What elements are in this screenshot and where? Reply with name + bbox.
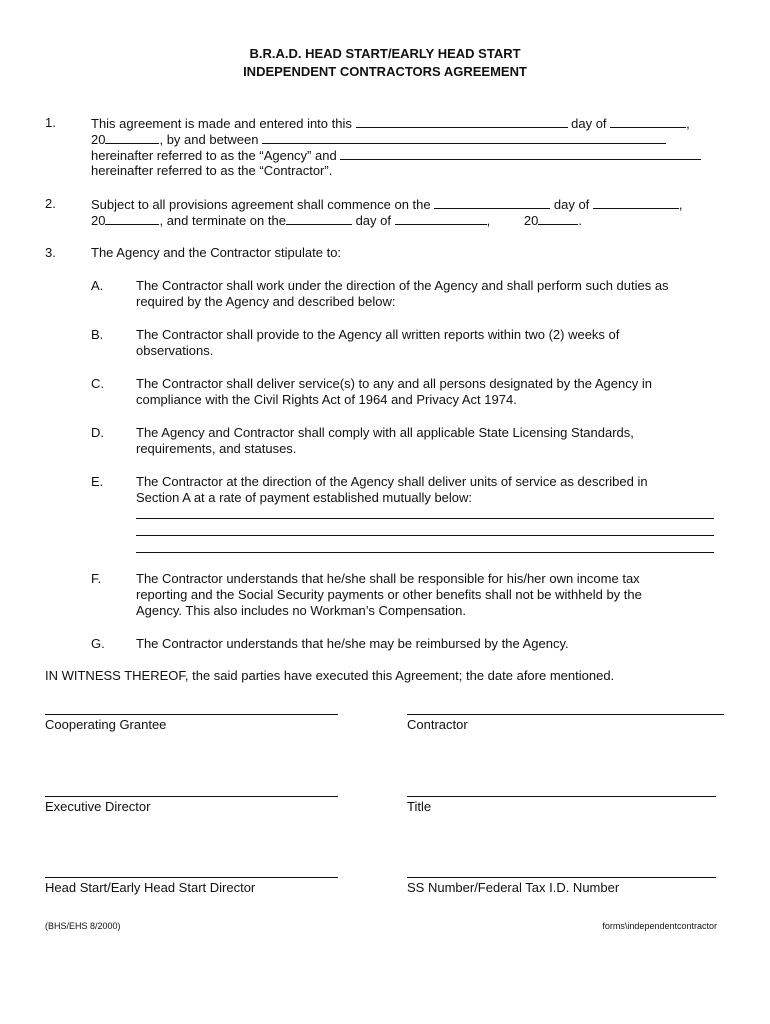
s1-comma: , [686, 116, 690, 131]
section-1-line-3 [91, 147, 701, 164]
s2-text-terminate: , and terminate on the [159, 213, 286, 228]
s1-text-dayof: day of [571, 116, 607, 131]
section-2-line-2 [91, 212, 582, 229]
s1-text-20: 20 [91, 132, 106, 147]
agency-name-blank[interactable] [262, 131, 666, 144]
agreement-month-blank[interactable] [610, 115, 686, 128]
payment-rate-line-3[interactable] [136, 552, 714, 553]
terminate-date-blank[interactable] [286, 212, 352, 225]
s2-text-commence: Subject to all provisions agreement shall commence on the [91, 197, 431, 212]
item-f-line-1: The Contractor understands that he/she shall be responsible for his/her own income tax [136, 571, 640, 586]
item-b-letter: B. [91, 327, 104, 342]
item-g-letter: G. [91, 636, 105, 651]
section-1-line-1 [91, 115, 690, 132]
section-2-line-1 [91, 196, 683, 213]
item-f-letter: F. [91, 571, 102, 586]
label-head-start-director: Head Start/Early Head Start Director [45, 880, 256, 895]
item-e-line-2: Section A at a rate of payment established mutually below: [136, 490, 473, 505]
section-1-number: 1. [45, 115, 56, 130]
item-e-letter: E. [91, 474, 104, 489]
signature-line-head-start-director[interactable] [45, 877, 338, 878]
item-b-line-1: The Contractor shall provide to the Agency all written reports within two (2) weeks of [136, 327, 620, 342]
signature-line-title[interactable] [407, 796, 716, 797]
signature-line-executive-director[interactable] [45, 796, 338, 797]
terminate-month-blank[interactable] [395, 212, 487, 225]
item-e-line-1: The Contractor at the direction of the Agency shall deliver units of service as described in [136, 474, 648, 489]
section-1-line-4: hereinafter referred to as the “Contractor”. [91, 163, 333, 178]
agreement-date-blank[interactable] [356, 115, 568, 128]
s2-comma-1: , [678, 197, 683, 212]
s2-text-dayof-2: day of [355, 213, 391, 228]
item-c-letter: C. [91, 376, 104, 391]
terminate-year-blank[interactable] [538, 212, 578, 225]
section-1-line-2 [91, 131, 666, 148]
s2-period: . [578, 213, 582, 228]
section-3-number: 3. [45, 245, 56, 260]
payment-rate-line-2[interactable] [136, 535, 714, 536]
signature-line-ss-number[interactable] [407, 877, 716, 878]
item-d-letter: D. [91, 425, 104, 440]
agreement-year-blank[interactable] [105, 131, 159, 144]
s1-text-between: , by and between [159, 132, 259, 147]
item-f-line-2: reporting and the Social Security payments or other benefits shall not be withheld by the [136, 587, 642, 602]
signature-line-cooperating-grantee[interactable] [45, 714, 338, 715]
item-c-line-2: compliance with the Civil Rights Act of 1964 and Privacy Act 1974. [136, 392, 517, 407]
footer-form-code: (BHS/EHS 8/2000) [45, 921, 121, 931]
item-a-line-2: required by the Agency and described below: [136, 294, 396, 309]
signature-line-contractor[interactable] [407, 714, 724, 715]
contractor-name-blank[interactable] [340, 147, 701, 160]
item-b-line-2: observations. [136, 343, 214, 358]
s1-text-agency: hereinafter referred to as the “Agency” and [91, 148, 337, 163]
label-title: Title [407, 799, 432, 814]
item-d-line-2: requirements, and statuses. [136, 441, 297, 456]
witness-statement: IN WITNESS THEREOF, the said parties have executed this Agreement; the date afore mentioned. [45, 668, 615, 683]
item-g-line-1: The Contractor understands that he/she may be reimbursed by the Agency. [136, 636, 569, 651]
s2-text-20: 20 [91, 213, 106, 228]
section-2-number: 2. [45, 196, 56, 211]
label-ss-number: SS Number/Federal Tax I.D. Number [407, 880, 620, 895]
s2-comma-2: , [486, 213, 491, 228]
document-title-line1: B.R.A.D. HEAD START/EARLY HEAD START [249, 46, 521, 61]
item-f-line-3: Agency. This also includes no Workman’s Compensation. [136, 603, 466, 618]
s2-text-20-b: 20 [523, 213, 539, 228]
document-title-line2: INDEPENDENT CONTRACTORS AGREEMENT [243, 64, 527, 79]
item-d-line-1: The Agency and Contractor shall comply with all applicable State Licensing Standards, [136, 425, 634, 440]
payment-rate-line-1[interactable] [136, 518, 714, 519]
item-c-line-1: The Contractor shall deliver service(s) to any and all persons designated by the Agency in [136, 376, 652, 391]
commence-date-blank[interactable] [434, 196, 550, 209]
s1-text-made: This agreement is made and entered into this [91, 116, 352, 131]
item-a-letter: A. [91, 278, 104, 293]
label-executive-director: Executive Director [45, 799, 151, 814]
commence-year-blank[interactable] [105, 212, 159, 225]
item-a-line-1: The Contractor shall work under the direction of the Agency and shall perform such duties as [136, 278, 669, 293]
label-contractor: Contractor [407, 717, 468, 732]
section-3-intro: The Agency and the Contractor stipulate to: [91, 245, 342, 260]
s2-text-dayof: day of [553, 197, 590, 212]
label-cooperating-grantee: Cooperating Grantee [45, 717, 167, 732]
footer-form-path: forms\independentcontractor [602, 921, 717, 931]
commence-month-blank[interactable] [593, 196, 679, 209]
